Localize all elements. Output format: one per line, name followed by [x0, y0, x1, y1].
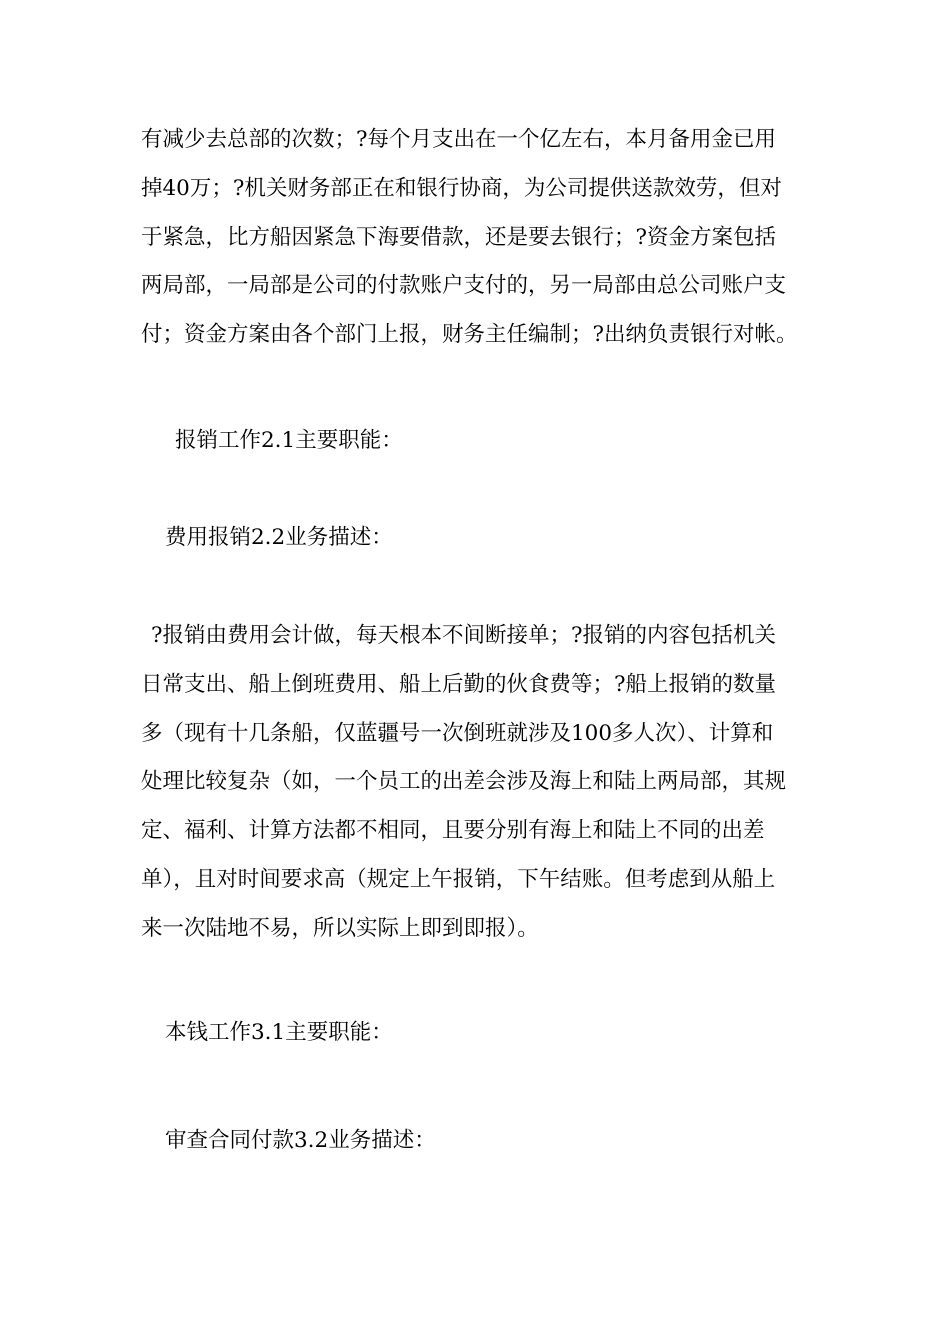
text-line: 掉40万；?机关财务部正在和银行协商，为公司提供送款效劳，但对 — [141, 175, 782, 201]
heading-expense-reimbursement: 费用报销2.2业务描述： — [165, 525, 393, 550]
heading-contract-payment-review: 审查合同付款3.2业务描述： — [165, 1128, 436, 1153]
text-line: 两局部，一局部是公司的付款账户支付的，另一局部由总公司账户支 — [141, 273, 787, 299]
text-line: 于紧急，比方船因紧急下海要借款，还是要去银行；?资金方案包括 — [141, 224, 777, 250]
text-line: 付；资金方案由各个部门上报，财务主任编制；?出纳负责银行对帐。 — [141, 322, 798, 348]
paragraph-reimbursement-description — [141, 612, 813, 954]
heading-reimbursement-functions: 报销工作2.1主要职能： — [175, 428, 403, 453]
heading-cost-functions: 本钱工作3.1主要职能： — [165, 1020, 393, 1045]
paragraph-fund-management — [141, 116, 813, 360]
text-line: 多（现有十几条船，仅蓝疆号一次倒班就涉及100多人次）、计算和 — [141, 720, 774, 746]
text-line: ?报销由费用会计做，每天根本不间断接单；?报销的内容包括机关 — [151, 623, 777, 648]
text-line: 有减少去总部的次数；?每个月支出在一个亿左右，本月备用金已用 — [141, 127, 777, 152]
text-line: 处理比较复杂（如，一个员工的出差会涉及海上和陆上两局部，其规 — [141, 769, 787, 795]
text-line: 单），且对时间要求高（规定上午报销，下午结账。但考虑到从船上 — [141, 866, 776, 892]
text-line: 定、福利、计算方法都不相同，且要分别有海上和陆上不同的出差 — [141, 818, 765, 844]
text-line: 来一次陆地不易，所以实际上即到即报）。 — [141, 915, 539, 941]
text-line: 日常支出、船上倒班费用、船上后勤的伙食费等；?船上报销的数量 — [141, 671, 777, 697]
